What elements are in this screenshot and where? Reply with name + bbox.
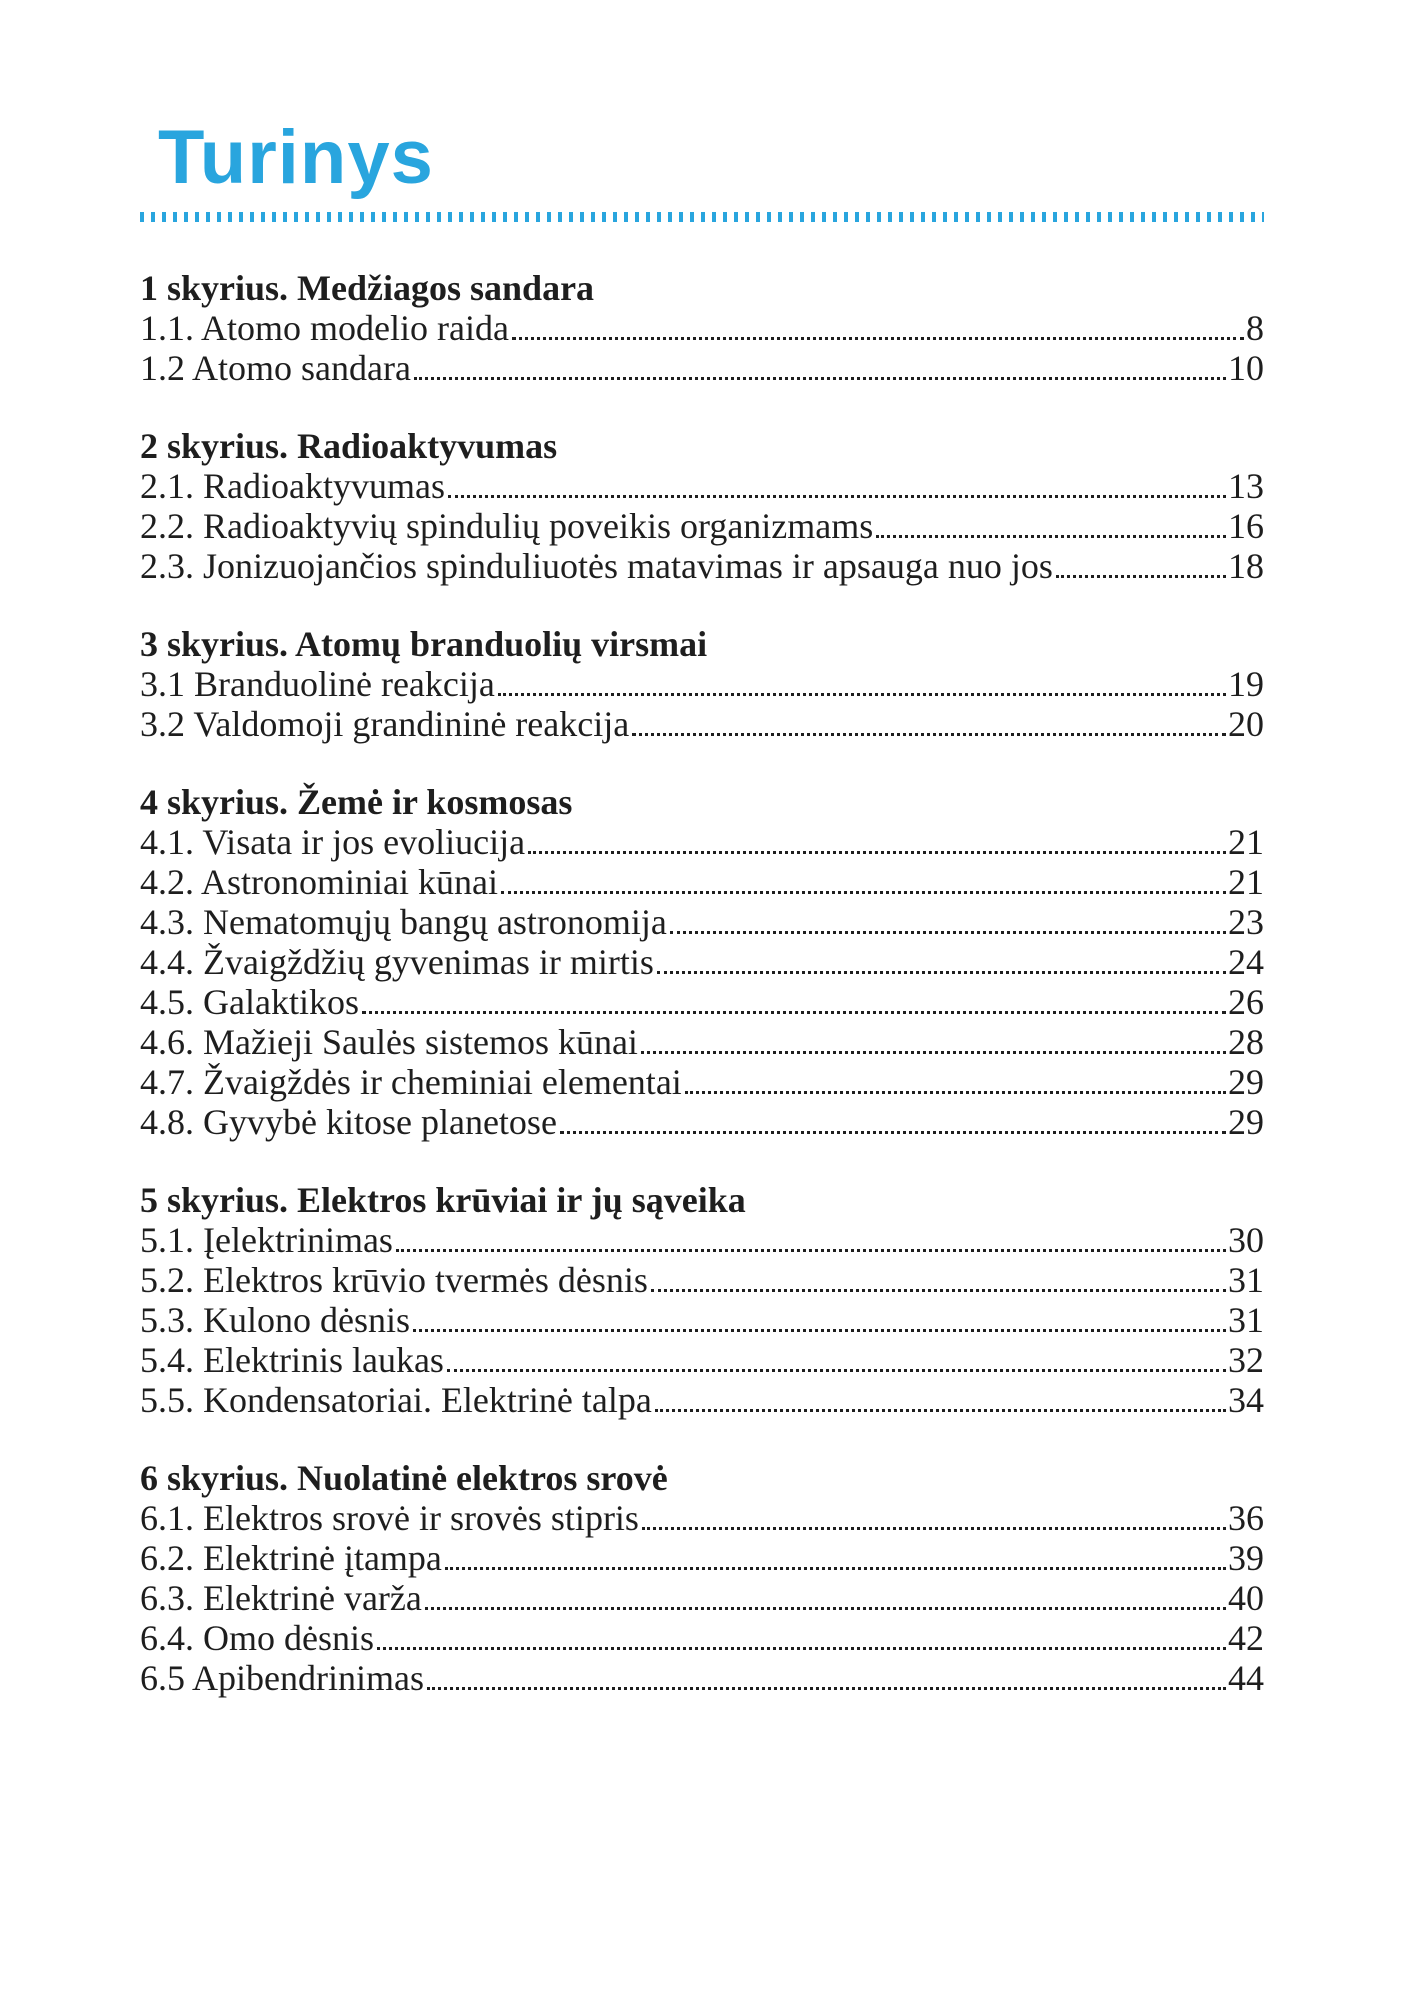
entry-page-number: 31 [1228,1260,1264,1300]
toc-entry [140,308,1264,348]
entry-page-number: 16 [1228,506,1264,546]
entry-page-number: 32 [1228,1340,1264,1380]
entry-label: 4.1. Visata ir jos evoliucija [140,822,526,862]
dotted-leader [876,535,1226,538]
toc-entry [140,1022,1264,1062]
section-heading: 6 skyrius. Nuolatinė elektros srovė [140,1458,668,1498]
entry-page-number: 28 [1228,1022,1264,1062]
section-heading: 2 skyrius. Radioaktyvumas [140,426,558,466]
entry-label: 6.5 Apibendrinimas [140,1658,424,1698]
toc-entry [140,982,1264,1022]
dotted-leader [655,1409,1226,1412]
entry-page-number: 20 [1228,704,1264,744]
dotted-leader [425,1607,1226,1610]
entry-label: 5.3. Kulono dėsnis [140,1300,410,1340]
entry-label: 2.3. Jonizuojančios spinduliuotės matavimas ir apsauga nuo jos [140,546,1053,586]
entry-page-number: 10 [1228,348,1264,388]
dotted-leader [642,1527,1226,1530]
entry-page-number: 31 [1228,1300,1264,1340]
dotted-leader [362,1011,1226,1014]
toc-entry [140,1658,1264,1698]
entry-page-number: 40 [1228,1578,1264,1618]
entry-label: 1.2 Atomo sandara [140,348,411,388]
dotted-leader [501,891,1226,894]
toc-section [140,624,1264,744]
entry-page-number: 21 [1228,862,1264,902]
entry-label: 1.1. Atomo modelio raida [140,308,509,348]
dotted-leader [560,1131,1226,1134]
toc-entry [140,862,1264,902]
toc-entry [140,506,1264,546]
entry-label: 4.2. Astronominiai kūnai [140,862,498,902]
entry-page-number: 44 [1228,1658,1264,1698]
dotted-leader [1056,575,1226,578]
entry-page-number: 29 [1228,1062,1264,1102]
entry-label: 2.1. Radioaktyvumas [140,466,445,506]
toc-entry [140,942,1264,982]
toc-entry [140,546,1264,586]
entry-label: 6.2. Elektrinė įtampa [140,1538,442,1578]
dotted-leader [445,1567,1226,1570]
toc-entry [140,1102,1264,1142]
toc-entry [140,1498,1264,1538]
entry-label: 3.2 Valdomoji grandininė reakcija [140,704,630,744]
dotted-leader [427,1687,1226,1690]
dotted-leader [657,971,1226,974]
toc-entry [140,348,1264,388]
toc-entry [140,822,1264,862]
section-heading: 3 skyrius. Atomų branduolių virsmai [140,624,708,664]
toc-entry [140,1062,1264,1102]
entry-label: 4.8. Gyvybė kitose planetose [140,1102,557,1142]
entry-label: 4.4. Žvaigždžių gyvenimas ir mirtis [140,942,654,982]
entry-page-number: 30 [1228,1220,1264,1260]
dotted-leader [377,1647,1226,1650]
entry-page-number: 26 [1228,982,1264,1022]
entry-page-number: 29 [1228,1102,1264,1142]
toc-entry [140,1578,1264,1618]
entry-label: 4.3. Nematomųjų bangų astronomija [140,902,667,942]
section-heading: 5 skyrius. Elektros krūviai ir jų sąveika [140,1180,746,1220]
dotted-divider [140,212,1264,222]
entry-page-number: 42 [1228,1618,1264,1658]
section-heading: 1 skyrius. Medžiagos sandara [140,268,595,308]
entry-label: 6.1. Elektros srovė ir srovės stipris [140,1498,639,1538]
page-title: Turinys [158,115,434,200]
dotted-leader [413,1329,1226,1332]
entry-label: 2.2. Radioaktyvių spindulių poveikis organizmams [140,506,874,546]
entry-label: 3.1 Branduolinė reakcija [140,664,495,704]
dotted-leader [670,931,1226,934]
dotted-leader [512,337,1244,340]
toc-entry [140,1618,1264,1658]
entry-label: 4.5. Galaktikos [140,982,359,1022]
toc-entry [140,1340,1264,1380]
toc-section [140,1458,1264,1698]
entry-page-number: 21 [1228,822,1264,862]
dotted-leader [396,1249,1226,1252]
toc-entry [140,1538,1264,1578]
entry-page-number: 13 [1228,466,1264,506]
entry-page-number: 8 [1246,308,1264,348]
entry-label: 4.7. Žvaigždės ir cheminiai elementai [140,1062,682,1102]
dotted-leader [528,851,1226,854]
dotted-leader [414,377,1226,380]
toc-entry [140,1300,1264,1340]
entry-page-number: 39 [1228,1538,1264,1578]
toc-entry [140,1220,1264,1260]
entry-label: 6.3. Elektrinė varža [140,1578,422,1618]
toc-entry [140,902,1264,942]
toc-entry [140,1380,1264,1420]
dotted-leader [498,693,1226,696]
dotted-leader [641,1051,1226,1054]
entry-page-number: 23 [1228,902,1264,942]
entry-page-number: 19 [1228,664,1264,704]
toc-section [140,426,1264,586]
dotted-leader [448,495,1226,498]
entry-label: 5.2. Elektros krūvio tvermės dėsnis [140,1260,648,1300]
entry-page-number: 24 [1228,942,1264,982]
dotted-leader [632,733,1226,736]
dotted-leader [651,1289,1226,1292]
entry-label: 6.4. Omo dėsnis [140,1618,374,1658]
toc-entry [140,466,1264,506]
toc-entry [140,1260,1264,1300]
toc-entry [140,664,1264,704]
entry-label: 5.5. Kondensatoriai. Elektrinė talpa [140,1380,652,1420]
toc-section [140,1180,1264,1420]
entry-label: 5.1. Įelektrinimas [140,1220,393,1260]
dotted-leader [447,1369,1226,1372]
entry-page-number: 34 [1228,1380,1264,1420]
entry-page-number: 36 [1228,1498,1264,1538]
toc-entry [140,704,1264,744]
section-heading: 4 skyrius. Žemė ir kosmosas [140,782,573,822]
entry-page-number: 18 [1228,546,1264,586]
toc-list [140,268,1264,1698]
toc-section [140,782,1264,1142]
entry-label: 4.6. Mažieji Saulės sistemos kūnai [140,1022,638,1062]
dotted-leader [685,1091,1226,1094]
toc-section [140,268,1264,388]
entry-label: 5.4. Elektrinis laukas [140,1340,444,1380]
